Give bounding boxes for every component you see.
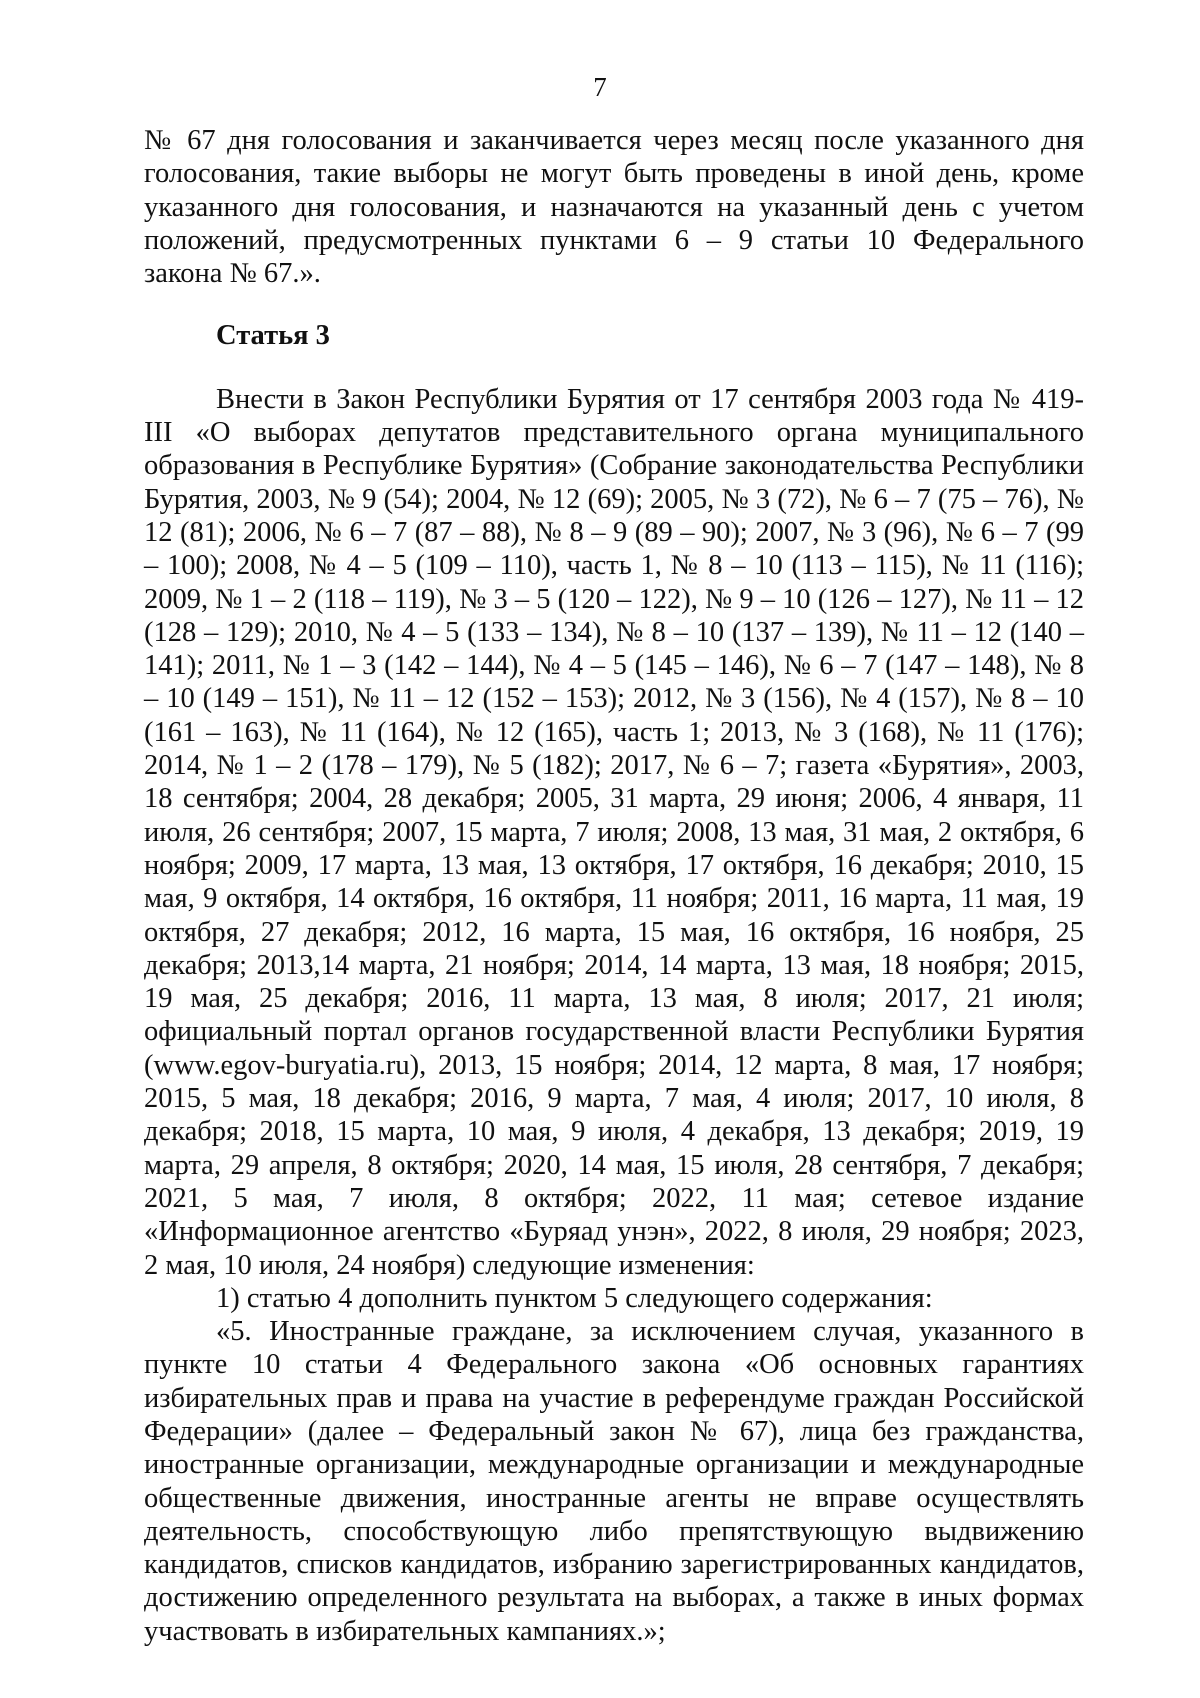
amendment-intro-paragraph: Внести в Закон Республики Бурятия от 17 сентября 2003 года № 419-III «О выборах депутатов представительного органа муниципального образования в Республике Бурятия» (Собрание законодательства Республики Бурятия, 2003, № 9 (54); 2004, № 12 (69); 2005, № 3 (72), № 6 – 7 (75 – 76), № 12 (81); 2006, № 6 – 7 (87 – 88), № 8 – 9 (89 – 90); 2007, № 3 (96), № 6 – 7 (99 – 100); 2008, № 4 – 5 (109 – 110), часть 1, № 8 – 10 (113 – 115), № 11 (116); 2009, № 1 – 2 (118 – 119), № 3 – 5 (120 – 122), № 9 – 10 (126 – 127), № 11 – 12 (128 – 129); 2010, № 4 – 5 (133 – 134), № 8 – 10 (137 – 139), № 11 – 12 (140 – 141); 2011, № 1 – 3 (142 – 144), № 4 – 5 (145 – 146), № 6 – 7 (147 – 148), № 8 – 10 (149 – 151), № 11 – 12 (152 – 153); 2012, № 3 (156), № 4 (157), № 8 – 10 (161 – 163), № 11 (164), № 12 (165), часть 1; 2013, № 3 (168), № 11 (176); 2014, № 1 – 2 (178 – 179), № 5 (182); 2017, № 6 – 7; газета «Бурятия», 2003, 18 сентября; 2004, 28 декабря; 2005, 31 марта, 29 июня; 2006, 4 января, 11 июля, 26 сентября; 2007, 15 марта, 7 июля; 2008, 13 мая, 31 мая, 2 октября, 6 ноября; 2009, 17 марта, 13 мая, 13 октября, 17 октября, 16 декабря; 2010, 15 мая, 9 октября, 14 октября, 16 октября, 11 ноября; 2011, 16 марта, 11 мая, 19 октября, 27 декабря; 2012, 16 марта, 15 мая, 16 октября, 16 ноября, 25 декабря; 2013,14 марта, 21 ноября; 2014, 14 марта, 13 мая, 18 ноября; 2015, 19 мая, 25 декабря; 2016, 11 марта, 13 мая, 8 июля; 2017, 21 июля; официальный портал органов государственной власти Республики Бурятия (www.egov-buryatia.ru), 2013, 15 ноября; 2014, 12 марта, 8 мая, 17 ноября; 2015, 5 мая, 18 декабря; 2016, 9 марта, 7 мая, 4 июля; 2017, 10 июля, 8 декабря; 2018, 15 марта, 10 мая, 9 июля, 4 декабря, 13 декабря; 2019, 19 марта, 29 апреля, 8 октября; 2020, 14 мая, 15 июля, 28 сентября, 7 декабря; 2021, 5 мая, 7 июля, 8 октября; 2022, 11 мая; сетевое издание «Информационное агентство «Буряад унэн», 2022, 8 июля, 29 ноября; 2023, 2 мая, 10 июля, 24 ноября) следующие изменения:	[144, 383, 1084, 1281]
amendment-item-paragraph: 1) статью 4 дополнить пунктом 5 следующего содержания:	[216, 1282, 933, 1314]
page-number: 7	[593, 72, 607, 102]
document-body	[144, 124, 1084, 1648]
article-heading: Статья 3	[216, 320, 330, 352]
continuation-paragraph: № 67 дня голосования и заканчивается через месяц после указанного дня голосования, такие выборы не могут быть проведены в иной день, кроме указанного дня голосования, и назначаются на указанный день с учетом положений, предусмотренных пунктами 6 – 9 статьи 10 Федерального закона № 67.».	[144, 125, 1084, 290]
amendment-text-paragraph: «5. Иностранные граждане, за исключением случая, указанного в пункте 10 статьи 4 Федерального закона «Об основных гарантиях избирательных прав и права на участие в референдуме граждан Российской Федерации» (далее – Федеральный закон № 67), лица без гражданства, иностранные организации, международные организации и международные общественные движения, иностранные агенты не вправе осуществлять деятельность, способствующую либо препятствующую выдвижению кандидатов, списков кандидатов, избранию зарегистрированных кандидатов, достижению определенного результата на выборах, а также в иных формах участвовать в избирательных кампаниях.»;	[144, 1316, 1084, 1647]
